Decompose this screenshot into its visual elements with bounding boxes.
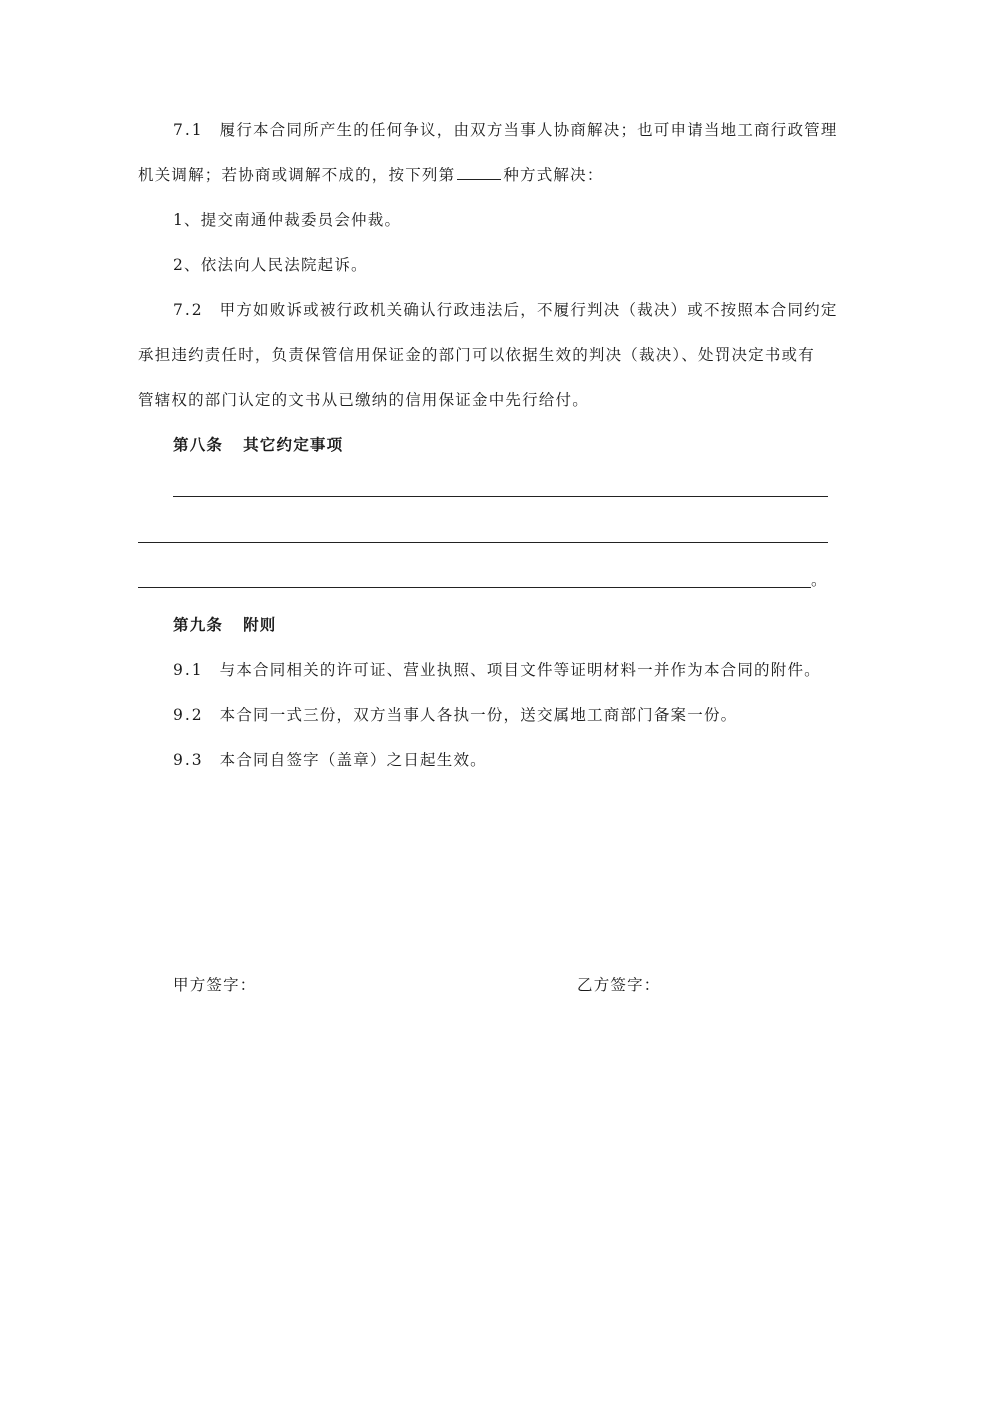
clause-text: 承担违约责任时，负责保管信用保证金的部门可以依据生效的判决（裁决）、处罚决定书或有 (138, 346, 815, 364)
clause-text: 甲方如败诉或被行政机关确认行政违法后，不履行判决（裁决）或不按照本合同约定 (219, 301, 838, 319)
option-2 (173, 255, 368, 275)
option-text: 2、依法向人民法院起诉。 (173, 256, 368, 274)
blank-line-3[interactable] (138, 587, 811, 588)
blank-line-2[interactable] (138, 542, 828, 543)
clause-text: 种方式解决： (503, 166, 604, 184)
clause-text: 管辖权的部门认定的文书从已缴纳的信用保证金中先行给付。 (138, 391, 589, 409)
clause-text: 本合同一式三份，双方当事人各执一份，送交属地工商部门备案一份。 (219, 706, 738, 724)
clause-text: 履行本合同所产生的任何争议，由双方当事人协商解决；也可申请当地工商行政管理 (219, 121, 838, 139)
party-a-signature-label: 甲方签字： (173, 976, 257, 994)
clause-number: 9.2 (173, 706, 204, 724)
fill-in-blank[interactable] (457, 165, 501, 180)
blank-line-1[interactable] (173, 496, 828, 497)
clause-7-2-line-1 (173, 300, 838, 320)
clause-text: 本合同自签字（盖章）之日起生效。 (219, 751, 487, 769)
article-9-heading (173, 615, 277, 635)
clause-7-2-line-2 (138, 345, 815, 365)
clause-text: 与本合同相关的许可证、营业执照、项目文件等证明材料一并作为本合同的附件。 (219, 661, 821, 679)
article-title: 附则 (243, 615, 277, 634)
end-mark: 。 (811, 571, 827, 589)
clause-9-3 (173, 750, 487, 770)
article-number: 第八条 (173, 435, 224, 454)
clause-text: 机关调解；若协商或调解不成的，按下列第 (138, 166, 456, 184)
clause-7-1-line-1 (173, 120, 838, 140)
clause-7-1-line-2 (138, 165, 604, 185)
clause-9-2 (173, 705, 737, 725)
article-title: 其它约定事项 (243, 435, 344, 454)
article-number: 第九条 (173, 615, 224, 634)
clause-9-1 (173, 660, 821, 680)
clause-number: 9.3 (173, 751, 204, 769)
clause-number: 7.1 (173, 121, 204, 139)
party-b-signature-label: 乙方签字： (577, 976, 661, 994)
clause-7-2-line-3 (138, 390, 589, 410)
clause-number: 9.1 (173, 661, 204, 679)
article-8-heading (173, 435, 343, 455)
clause-number: 7.2 (173, 301, 204, 319)
option-1 (173, 210, 401, 230)
option-text: 1、提交南通仲裁委员会仲裁。 (173, 211, 402, 229)
